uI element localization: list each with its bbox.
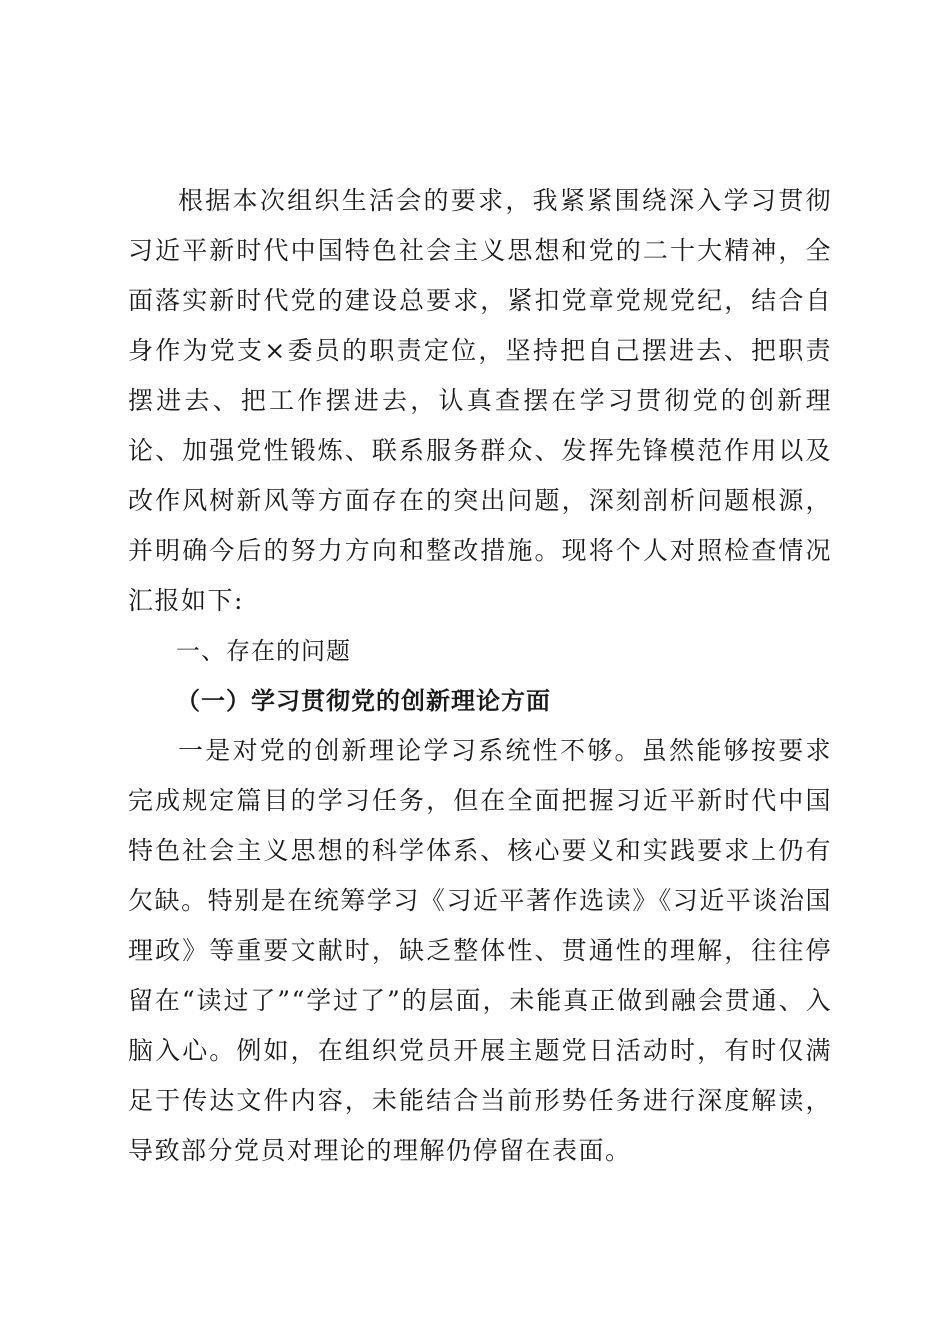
intro-paragraph: 根据本次组织生活会的要求，我紧紧围绕深入学习贯彻习近平新时代中国特色社会主义思想和党的二十大精神，全面落实新时代党的建设总要求，紧扣党章党规党纪，结合自身作为党支×委员的职责定位，坚持把自己摆进去、把职责摆进去、把工作摆进去，认真查摆在学习贯彻党的创新理论、加强党性锻炼、联系服务群众、发挥先锋模范作用以及改作风树新风等方面存在的突出问题，深刻剖析问题根源，并明确今后的努力方向和整改措施。现将个人对照检查情况汇报如下: — [128, 186, 832, 615]
section-heading: 一、存在的问题 — [176, 637, 351, 665]
body-paragraph: 一是对党的创新理论学习系统性不够。虽然能够按要求完成规定篇目的学习任务，但在全面把握习近平新时代中国特色社会主义思想的科学体系、核心要义和实践要求上仍有欠缺。特别是在统筹学习《习近平著作选读》《习近平谈治国理政》等重要文献时，缺乏整体性、贯通性的理解，往往停留在“读过了”“学过了”的层面，未能真正做到融会贯通、入脑入心。例如，在组织党员开展主题党日活动时，有时仅满足于传达文件内容，未能结合当前形势任务进行深度解读，导致部分党员对理论的理解仍停留在表面。 — [128, 736, 832, 1165]
subsection-heading: （一）学习贯彻党的创新理论方面 — [176, 686, 551, 715]
document-body — [128, 176, 832, 1176]
